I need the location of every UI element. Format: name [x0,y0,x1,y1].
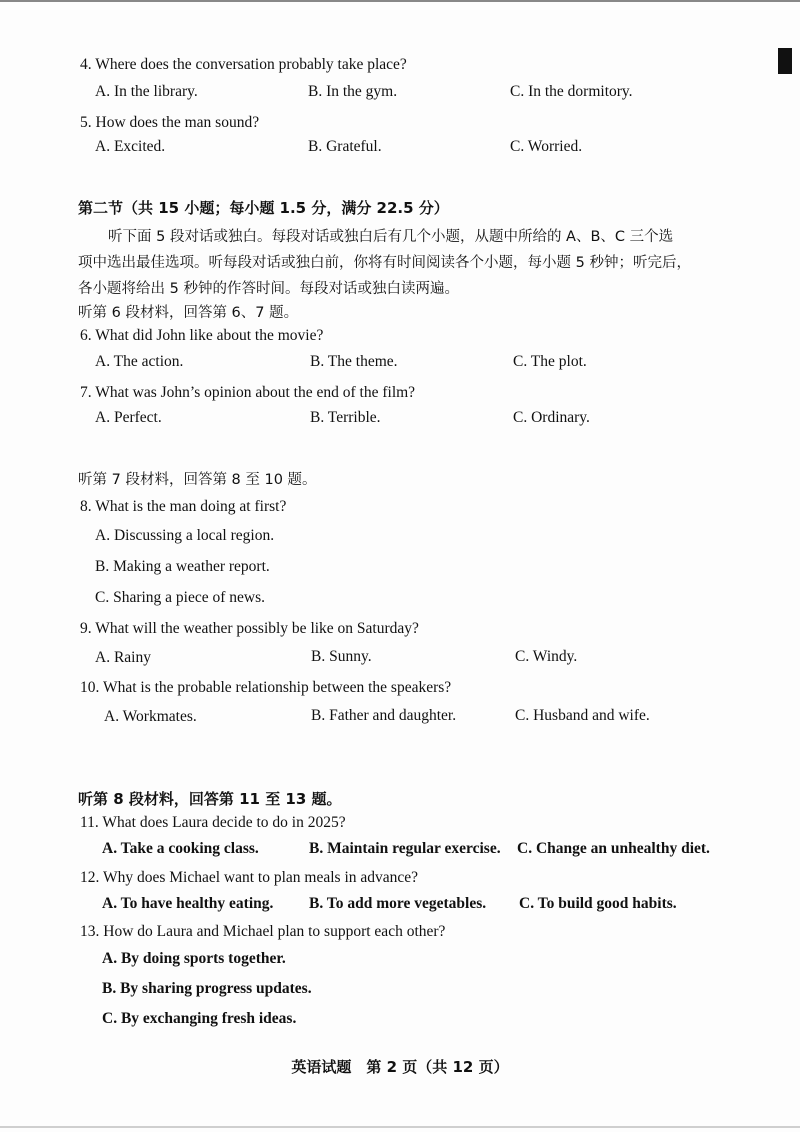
question-13-option-b[interactable]: B. By sharing progress updates. [102,980,312,997]
top-edge-line [0,0,800,2]
page-footer: 英语试题 第 2 页（共 12 页） [291,1058,509,1076]
question-10-option-b[interactable]: B. Father and daughter. [311,707,457,724]
question-13-stem: 13. How do Laura and Michael plan to support each other? [80,923,446,940]
question-7-option-a[interactable]: A. Perfect. [95,409,162,426]
question-6-option-c[interactable]: C. The plot. [513,353,587,370]
question-5-option-b[interactable]: B. Grateful. [308,138,382,155]
question-13-option-a[interactable]: A. By doing sports together. [102,950,286,967]
question-8-stem: 8. What is the man doing at first? [80,498,287,515]
question-13-option-c[interactable]: C. By exchanging fresh ideas. [102,1010,297,1027]
question-9-option-c[interactable]: C. Windy. [515,648,578,665]
question-9-option-a[interactable]: A. Rainy [95,649,151,666]
page-marker-block [778,48,792,74]
question-8-option-a[interactable]: A. Discussing a local region. [95,527,275,544]
question-4-option-b[interactable]: B. In the gym. [308,83,398,100]
question-9-option-b[interactable]: B. Sunny. [311,648,372,665]
question-4-option-c[interactable]: C. In the dormitory. [510,83,633,100]
question-4-stem: 4. Where does the conversation probably take place? [80,56,407,73]
question-7-stem: 7. What was John’s opinion about the end of the film? [80,384,416,401]
group-8-label: 听第 8 段材料，回答第 11 至 13 题。 [78,790,342,808]
question-7-option-c[interactable]: C. Ordinary. [513,409,590,426]
question-10-option-a[interactable]: A. Workmates. [104,708,197,725]
question-10-option-c[interactable]: C. Husband and wife. [515,707,650,724]
group-7-label: 听第 7 段材料，回答第 8 至 10 题。 [78,472,317,488]
question-7-option-b[interactable]: B. Terrible. [310,409,381,426]
question-12-stem: 12. Why does Michael want to plan meals in advance? [80,869,419,886]
question-10-stem: 10. What is the probable relationship between the speakers? [80,679,452,696]
question-5-stem: 5. How does the man sound? [80,114,260,131]
instructions-line-1: 听下面 5 段对话或独白。每段对话或独白后有几个小题，从题中所给的 A、B、C 三个选 [108,229,674,245]
question-9-stem: 9. What will the weather possibly be like on Saturday? [80,620,419,637]
question-12-option-c[interactable]: C. To build good habits. [519,895,677,912]
question-11-option-a[interactable]: A. Take a cooking class. [102,840,259,857]
instructions-line-3: 各小题将给出 5 秒钟的作答时间。每段对话或独白读两遍。 [78,281,459,297]
question-4-option-a[interactable]: A. In the library. [95,83,198,100]
question-5-option-c[interactable]: C. Worried. [510,138,583,155]
question-11-option-b[interactable]: B. Maintain regular exercise. [309,840,501,857]
question-6-option-b[interactable]: B. The theme. [310,353,398,370]
question-6-stem: 6. What did John like about the movie? [80,327,324,344]
question-11-option-c[interactable]: C. Change an unhealthy diet. [517,840,710,857]
group-6-label: 听第 6 段材料，回答第 6、7 题。 [78,305,299,321]
question-8-option-b[interactable]: B. Making a weather report. [95,558,270,575]
question-8-option-c[interactable]: C. Sharing a piece of news. [95,589,266,606]
question-12-option-a[interactable]: A. To have healthy eating. [102,895,274,912]
bottom-edge-line [0,1126,800,1128]
instructions-line-2: 项中选出最佳选项。听每段对话或独白前，你将有时间阅读各个小题，每小题 5 秒钟；听完后， [78,255,691,271]
question-12-option-b[interactable]: B. To add more vegetables. [309,895,487,912]
question-6-option-a[interactable]: A. The action. [95,353,184,370]
question-5-option-a[interactable]: A. Excited. [95,138,166,155]
question-11-stem: 11. What does Laura decide to do in 2025? [80,814,346,831]
section-2-heading: 第二节（共 15 小题；每小题 1.5 分，满分 22.5 分） [78,199,449,217]
